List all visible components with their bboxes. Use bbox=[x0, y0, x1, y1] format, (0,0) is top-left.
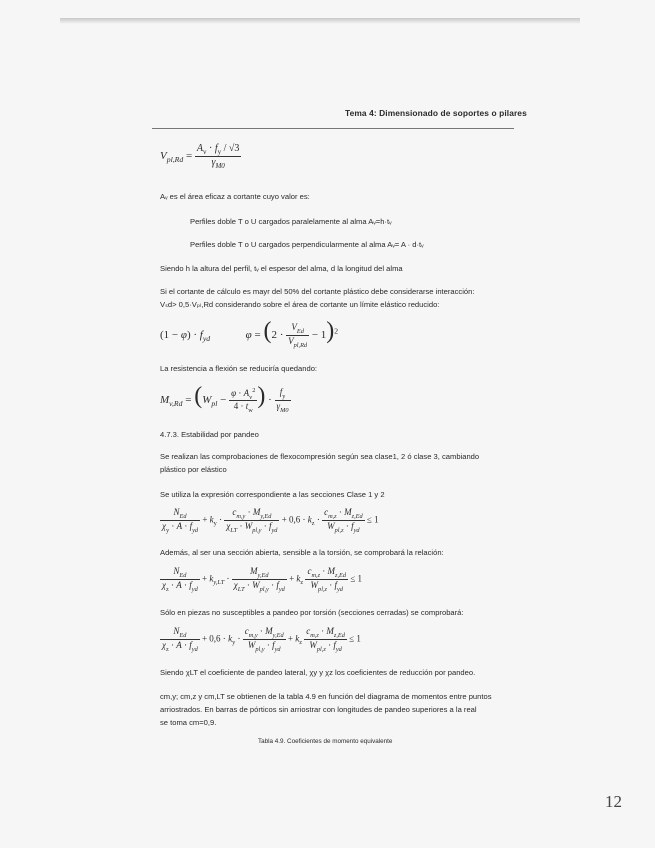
paragraph: Sólo en piezas no susceptibles a pandeo por torsión (secciones cerradas) se comprobará: bbox=[160, 608, 464, 617]
paragraph: Siendo χLT el coeficiente de pandeo lateral, χy y χz los coeficientes de reducción por pandeo. bbox=[160, 668, 476, 677]
paragraph: Perfiles doble T o U cargados perpendicularmente al alma Aᵥ= A · d·tᵥ bbox=[190, 240, 424, 249]
paragraph: Se realizan las comprobaciones de flexocompresión según sea clase1, 2 ó clase 3, cambiando bbox=[160, 452, 480, 461]
paragraph: Siendo h la altura del perfil, tᵥ el espesor del alma, d la longitud del alma bbox=[160, 264, 403, 273]
paragraph: Perfiles doble T o U cargados paralelamente al alma Aᵥ=h·tᵥ bbox=[190, 217, 392, 226]
equation-vpl: $V_{pl,Rd}$ = $\frac{A_v \cdot f_y / √3}{\gamma_{M0}}$ bbox=[160, 143, 240, 170]
scan-shadow bbox=[60, 18, 580, 24]
paragraph: plástico por elástico bbox=[160, 465, 227, 474]
paragraph: Vₛd> 0,5·Vₚₗ,Rd considerando sobre el área de cortante un límite elástico reducido: bbox=[160, 300, 440, 309]
page-number: 12 bbox=[605, 792, 622, 811]
equation-reduced-yield: $(1 - \varphi) \cdot f_{yd}$ φ = (2 · $\frac{V_{Ed}}{V_{pl,Rd}}$ − 1)$^2$ bbox=[160, 318, 339, 349]
paragraph: arriostrados. En barras de pórticos sin arriostrar con longitudes de pandeo superiores a la real bbox=[160, 705, 477, 714]
equation-class12: $\frac{N_{Ed}}{\chi_y \cdot A \cdot f_{yd}}$ + $k_y$ · $\frac{c_{m,y} \cdot M_{y,Ed}}{\chi_{LT} \cdot W_{pl,y} \cdot f_{yd}}$ + $0,6 \cdot k_z$ · $\frac{c_{m,z} \cdot M_{z,Ed}}{W_{pl,z} \cdot f_{yd}}$ ≤ 1 bbox=[162, 507, 379, 534]
paragraph: Aᵥ es el área eficaz a cortante cuyo valor es: bbox=[160, 192, 310, 201]
equation-mv: $M_{v,Rd} = (W_{pl}$ − $\frac{\varphi \cdot A_v^2}{4 \cdot t_w}$ ) · $\frac{f_y}{\gamma_{M0}}$ bbox=[160, 383, 289, 415]
table-caption: Tabla 4.9. Coeficientes de momento equivalente bbox=[258, 738, 393, 745]
header-rule bbox=[152, 128, 514, 129]
equation-torsion: $\frac{N_{Ed}}{\chi_z \cdot A \cdot f_{yd}}$ + $k_{y,LT}$ · $\frac{M_{y,Ed}}{\chi_{LT} \cdot W_{pl,y} \cdot f_{yd}}$ + $k_z$ $\frac{c_{m,z} \cdot M_{z,Ed}}{W_{pl,z} \cdot f_{yd}}$ ≤ 1 bbox=[162, 566, 363, 593]
paragraph: Si el cortante de cálculo es mayr del 50% del cortante plástico debe considerarse interacción: bbox=[160, 287, 475, 296]
paragraph: se toma cm=0,9. bbox=[160, 718, 217, 727]
section-heading: 4.7.3. Estabilidad por pandeo bbox=[160, 430, 259, 439]
equation-closed: $\frac{N_{Ed}}{\chi_z \cdot A \cdot f_{yd}}$ + $0,6 \cdot k_y$ · $\frac{c_{m,y} \cdot M_{y,Ed}}{W_{pl,y} \cdot f_{yd}}$ + $k_z$ $\frac{c_{m,z} \cdot M_{z,Ed}}{W_{pl,z} \cdot f_{yd}}$ ≤ 1 bbox=[162, 626, 361, 653]
paragraph: Se utiliza la expresión correspondiente a las secciones Clase 1 y 2 bbox=[160, 490, 385, 499]
paragraph: La resistencia a flexión se reduciría quedando: bbox=[160, 364, 318, 373]
page-header: Tema 4: Dimensionado de soportes o pilares bbox=[345, 108, 527, 118]
paragraph: cm,y; cm,z y cm,LT se obtienen de la tabla 4.9 en función del diagrama de momentos entre puntos bbox=[160, 692, 492, 701]
paragraph: Además, al ser una sección abierta, sensible a la torsión, se comprobará la relación: bbox=[160, 548, 444, 557]
